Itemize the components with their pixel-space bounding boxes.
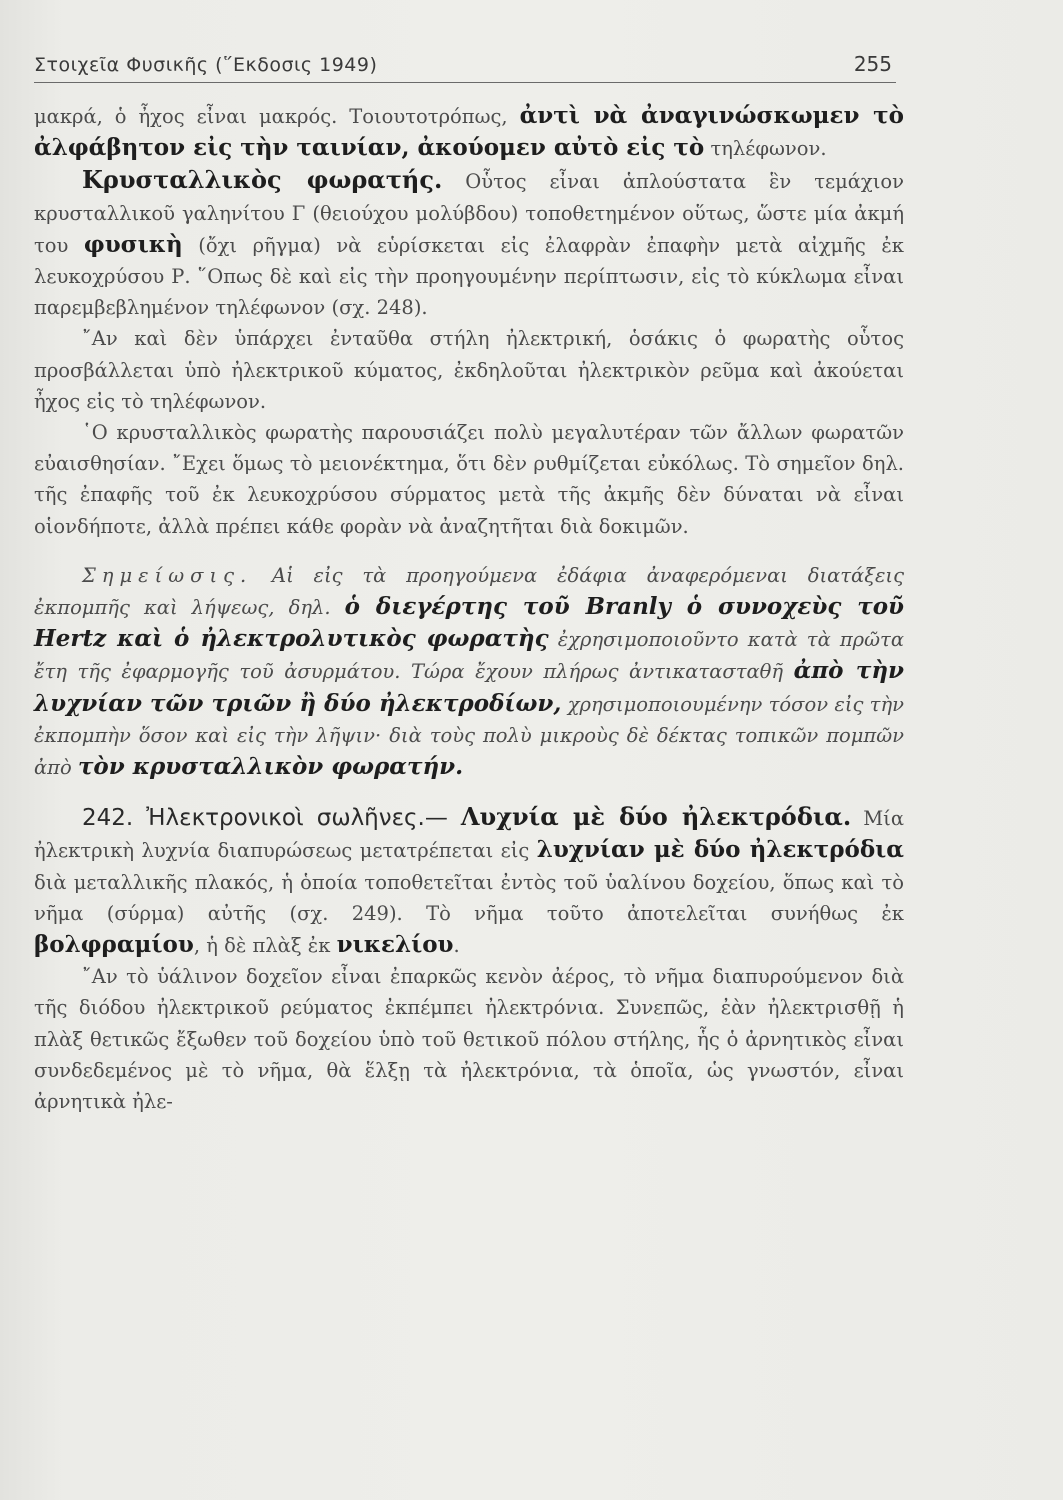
text-run: Οὗτος εἶναι ἁπλούστατα ἓν τεμάχιον κρυσταλλικοῦ γαληνίτου Γ (θειούχου μολύβδου) τοποθετημένον οὕτως, ὥστε μία ἀκμή του [34, 170, 904, 257]
paragraph-crystal-detector [34, 164, 904, 323]
running-header [34, 48, 896, 83]
page-number: 255 [853, 52, 892, 76]
bold-phrase: ἀπὸ τὴν λυχνίαν τῶν τριῶν ἢ δύο ἠλεκτροδίων, [34, 657, 904, 717]
text-run: ἐχρησιμοποιοῦντο κατὰ τὰ πρῶτα ἔτη τῆς ἐφαρμογῆς τοῦ ἀσυρμάτου. Τώρα ἔχουν πλήρως ἀντικατασταθῆ [34, 628, 904, 684]
text-run: Αἱ εἰς τὰ προηγούμενα ἐδάφια ἀναφερόμεναι διατάξεις ἐκπομπῆς καὶ λήψεως, δηλ. [34, 563, 904, 620]
bold-word: φυσικὴ [83, 230, 183, 258]
bold-phrase: ἀντὶ νὰ ἀναγινώσκωμεν τὸ ἀλφάβητον εἰς τὴν ταινίαν, ἀκούομεν αὐτὸ εἰς τὸ [34, 102, 904, 162]
text-run: μακρά, ὁ ἦχος εἶναι μακρός. Τοιουτοτρόπως, [34, 105, 520, 128]
text-run: διὰ μεταλλικῆς πλακός, ἡ ὁποία τοποθετεῖται ἐντὸς τοῦ ὑαλίνου δοχείου, ὅπως καὶ τὸ νῆμα (σύρμα) αὐτῆς (σχ. 249). Τὸ νῆμα τοῦτο ἀποτελεῖται συνήθως ἐκ [34, 870, 904, 925]
paragraph: ῎Αν καὶ δὲν ὑπάρχει ἐνταῦθα στήλη ἠλεκτρική, ὁσάκις ὁ φωρατὴς οὗτος προσβάλλεται ὑπὸ ἠλεκτρικοῦ κύματος, ἐκδηλοῦται ἠλεκτρικὸν ρεῦμα καὶ ἀκούεται ἦχος εἰς τὸ τηλέφωνον. [34, 327, 904, 413]
page-body [34, 100, 904, 1117]
text-run: , ἡ δὲ πλὰξ ἐκ [193, 934, 337, 958]
text-run: . [453, 934, 460, 958]
header-title: Στοιχεῖα Φυσικῆς (῞Εκδοσις 1949) [34, 54, 378, 76]
bold-phrase: τὸν κρυσταλλικὸν φωρατήν. [77, 753, 464, 781]
bold-word: βολφραμίου [34, 931, 194, 959]
paragraph-last: ῎Αν τὸ ὑάλινον δοχεῖον εἶναι ἐπαρκῶς κενὸν ἀέρος, τὸ νῆμα διαπυρούμενον διὰ τῆς διόδου ἠλεκτρικοῦ ρεύματος ἐκπέμπει ἠλεκτρόνια. Συνεπῶς, ἐὰν ἠλεκτρισθῇ ἡ πλὰξ θετικῶς ἔξωθεν τοῦ δοχείου ὑπὸ τοῦ θετικοῦ πόλου στήλης, ἧς ὁ ἀρνητικὸς εἶναι συνδεδεμένος μὲ τὸ νῆμα, θὰ ἕλξῃ τὰ ἠλεκτρόνια, τὰ ὁποῖα, ὡς γνωστόν, εἶναι ἀρνητικὰ ἠλε- [34, 965, 904, 1114]
note-paragraph [34, 560, 904, 783]
text-run: τηλέφωνον. [704, 137, 827, 161]
note-label: Σημείωσις. [82, 563, 253, 587]
text-run: χρησιμοποιουμένην τόσον εἰς τὴν ἐκπομπὴν ὅσον καὶ εἰς τὴν λῆψιν· διὰ τοὺς πολὺ μικροὺς δὲ δέκτας τοπικῶν πομπῶν ἀπὸ [34, 692, 904, 780]
subheading-diode: Λυχνία μὲ δύο ἠλεκτρόδια. [460, 802, 852, 832]
section-number: 242. [82, 805, 134, 832]
paragraph: ῾Ο κρυσταλλικὸς φωρατὴς παρουσιάζει πολὺ μεγαλυτέραν τῶν ἄλλων φωρατῶν εὐαισθησίαν. ῎Εχει ὅμως τὸ μειονέκτημα, ὅτι δὲν ρυθμίζεται εὐκόλως. Τὸ σημεῖον δηλ. τῆς ἐπαφῆς τοῦ ἐκ λευκοχρύσου σύρματος μετὰ τῆς ἀκμῆς δὲν δύναται νὰ εἶναι οἱονδήποτε, ἀλλὰ πρέπει κάθε φορὰν νὰ ἀναζητῆται διὰ δοκιμῶν. [34, 421, 904, 538]
text-run: (ὄχι ρῆγμα) νὰ εὑρίσκεται εἰς ἐλαφρὰν ἐπαφὴν μετὰ αἰχμῆς ἐκ λευκοχρύσου Ρ. ῞Οπως δὲ καὶ εἰς τὴν προηγουμένην περίπτωσιν, εἰς τὸ κύκλωμα εἶναι παρεμβεβλημένον τηλέφωνον (σχ. 248). [34, 233, 904, 320]
text-run: Μία ἠλεκτρικὴ λυχνία διαπυρώσεως μετατρέπεται εἰς [34, 807, 904, 863]
bold-phrase: λυχνίαν μὲ δύο ἠλεκτρόδια [536, 836, 904, 864]
subheading-crystal-detector: Κρυσταλλικὸς φωρατής. [82, 165, 443, 195]
paragraph-continuation [34, 100, 904, 164]
section-title: Ἠλεκτρονικοὶ σωλῆνες.— [133, 805, 461, 832]
section-242 [34, 801, 904, 961]
bold-word: νικελίου [336, 931, 454, 959]
bold-phrase: ὁ διεγέρτης τοῦ Branly ὁ συνοχεὺς τοῦ Hertz καὶ ὁ ἠλεκτρολυτικὸς φωρατὴς [34, 593, 904, 653]
